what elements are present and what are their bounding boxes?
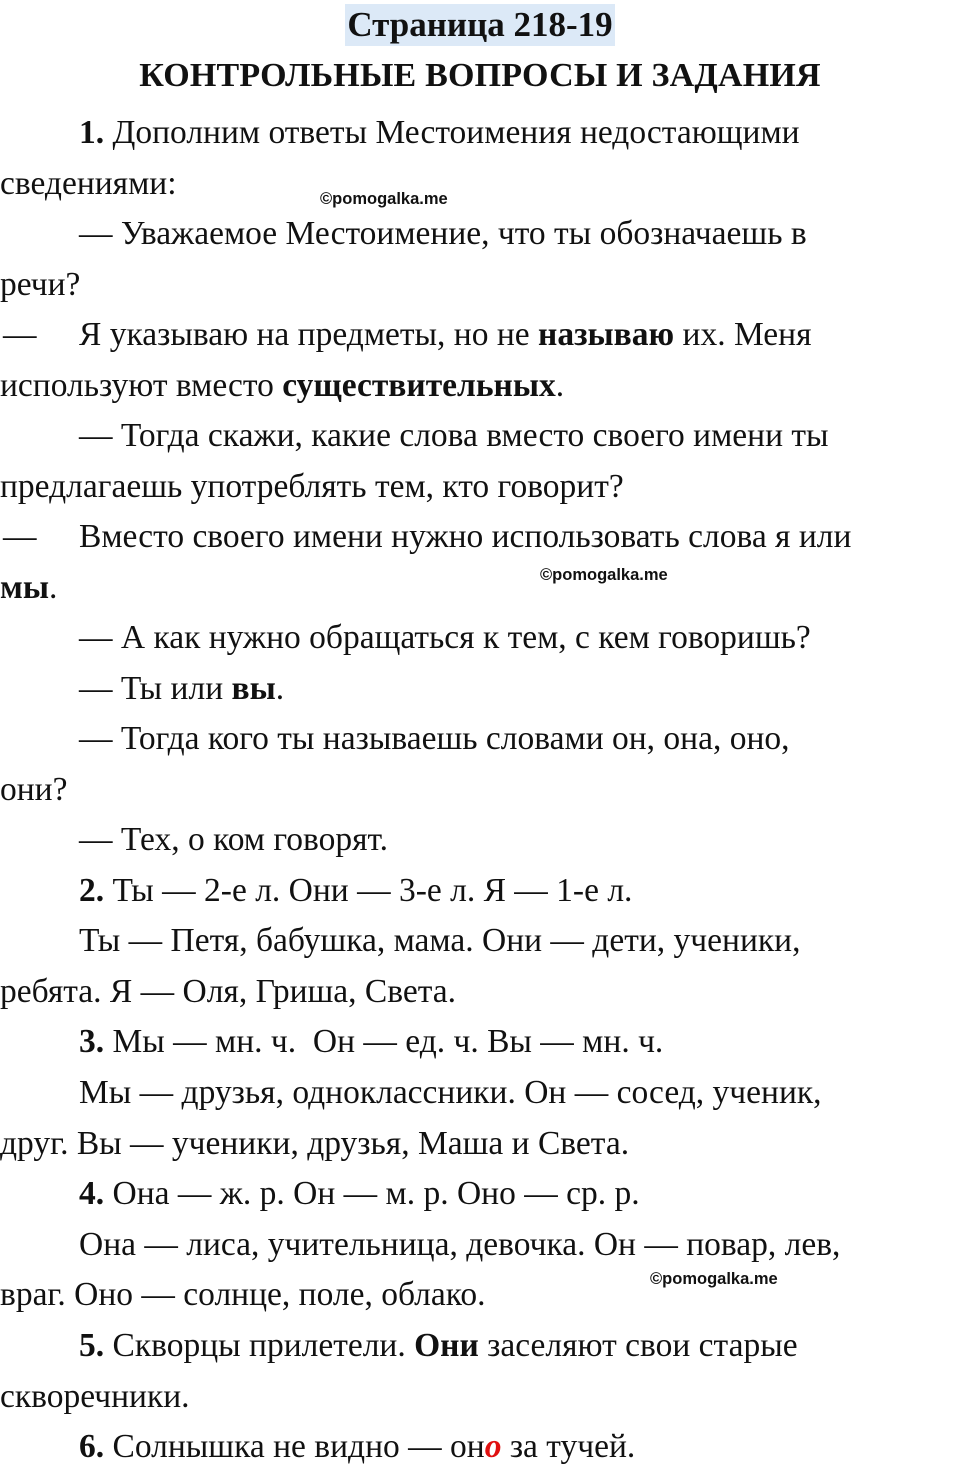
text: . (275, 670, 285, 707)
dialog-answer: — Тех, о ком говорят. (79, 821, 389, 858)
dash: — (3, 518, 37, 555)
section-heading: КОНТРОЛЬНЫЕ ВОПРОСЫ И ЗАДАНИЯ (139, 57, 821, 94)
dialog-answer (3, 315, 812, 355)
dialog-answer-cont (0, 366, 564, 406)
text: Я указываю на предметы, но не (79, 316, 539, 353)
task3-line (79, 1022, 663, 1062)
watermark: ©pomogalka.me (650, 1270, 778, 1288)
text: используют вместо (0, 367, 283, 404)
task2-line: ребята. Я — Оля, Гриша, Света. (0, 973, 457, 1010)
bold-word: существительных (282, 367, 556, 404)
text: Мы — мн. ч. Он — ед. ч. Вы — мн. ч. (104, 1023, 664, 1060)
task5-line: скворечники. (0, 1378, 190, 1415)
text: Вместо своего имени нужно использовать слова я или (79, 518, 852, 555)
text: Она — ж. р. Он — м. р. Оно — ср. р. (104, 1175, 640, 1212)
task4-line (79, 1174, 640, 1214)
text: Ты — 2-е л. Они — 3-е л. Я — 1-е л. (104, 872, 633, 909)
dialog-question-cont: предлагаешь употреблять тем, кто говорит? (0, 468, 624, 505)
dialog-question-cont: речи? (0, 266, 81, 303)
text: . (48, 569, 58, 606)
task5-line (79, 1326, 798, 1366)
task1-intro-cont: сведениями: (0, 165, 177, 202)
text: Дополним ответы Местоимения недостающими (104, 114, 800, 151)
page-title-wrap (0, 4, 960, 46)
dash: — (3, 316, 37, 353)
task-number: 2. (79, 872, 105, 909)
dialog-answer (3, 517, 851, 557)
task-number: 4. (79, 1175, 105, 1212)
bold-word: вы (231, 670, 276, 707)
task-number: 1. (79, 114, 105, 151)
text: за тучей. (501, 1428, 636, 1465)
task4-line: Она — лиса, учительница, девочка. Он — повар, лев, (79, 1226, 841, 1263)
bold-word: мы (0, 569, 49, 606)
task-number: 3. (79, 1023, 105, 1060)
task2-line: Ты — Петя, бабушка, мама. Они — дети, ученики, (79, 922, 801, 959)
highlighted-letter: о (484, 1428, 502, 1465)
task-number: 5. (79, 1327, 105, 1364)
task3-line: Мы — друзья, одноклассники. Он — сосед, ученик, (79, 1074, 822, 1111)
dialog-answer-cont (0, 568, 57, 608)
watermark: ©pomogalka.me (320, 190, 448, 208)
task6-line (79, 1427, 635, 1467)
dialog-question: — А как нужно обращаться к тем, с кем говоришь? (79, 619, 811, 656)
dialog-question-cont: они? (0, 771, 68, 808)
dialog-question: — Уважаемое Местоимение, что ты обозначаешь в (79, 215, 807, 252)
task1-intro (79, 113, 800, 153)
bold-word: называю (538, 316, 675, 353)
dialog-question: — Тогда скажи, какие слова вместо своего имени ты (79, 417, 829, 454)
text: . (555, 367, 565, 404)
task-number: 6. (79, 1428, 105, 1465)
text: Скворцы прилетели. (104, 1327, 415, 1364)
task4-line: враг. Оно — солнце, поле, облако. (0, 1276, 486, 1313)
text: заселяют свои старые (478, 1327, 798, 1364)
text: Солнышка не видно — он (104, 1428, 485, 1465)
text: их. Меня (674, 316, 812, 353)
dialog-answer (79, 669, 284, 709)
dialog-question: — Тогда кого ты называешь словами он, она, оно, (79, 720, 790, 757)
page-title: Страница 218-19 (347, 5, 613, 44)
bold-word: Они (414, 1327, 479, 1364)
text: — Ты или (79, 670, 232, 707)
task2-line (79, 871, 632, 911)
task3-line: друг. Вы — ученики, друзья, Маша и Света. (0, 1125, 630, 1162)
watermark: ©pomogalka.me (540, 566, 668, 584)
